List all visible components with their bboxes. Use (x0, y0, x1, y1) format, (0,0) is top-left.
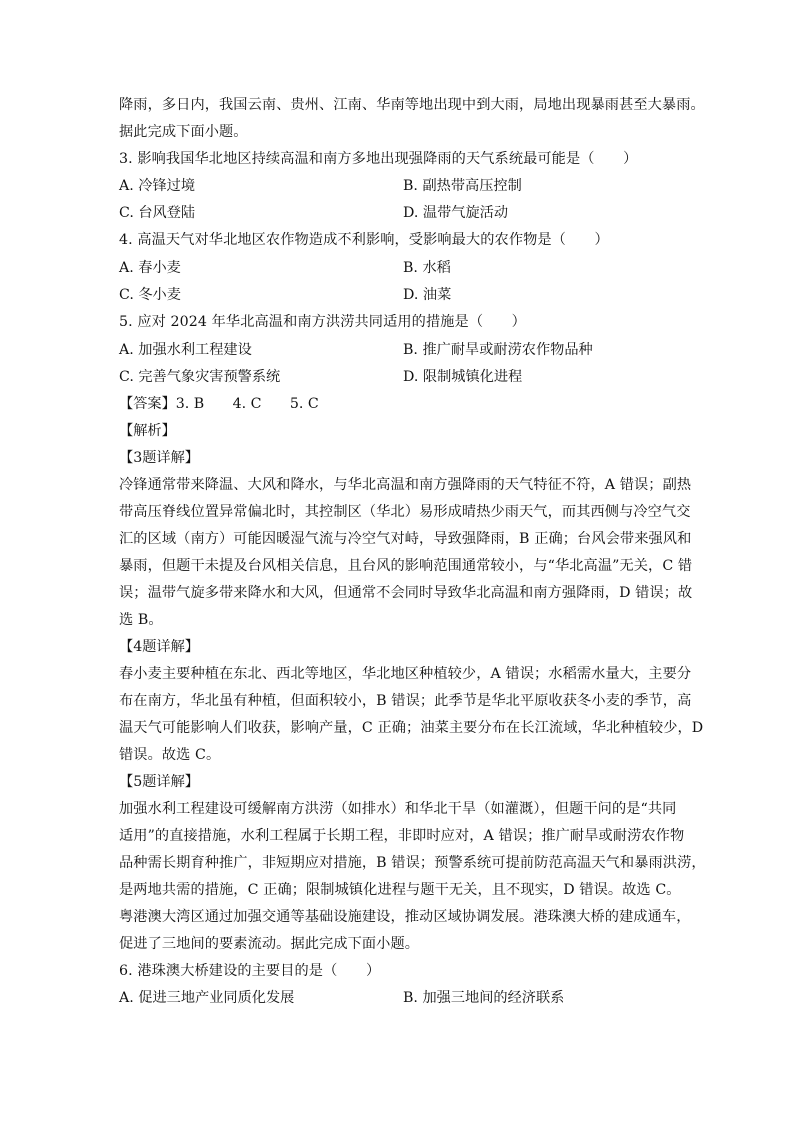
q3-option-d: D. 温带气旋活动 (403, 205, 509, 221)
detail-4-line: 春小麦主要种植在东北、西北等地区，华北地区种植较少，A 错误；水稻需水量大，主要分 (119, 666, 692, 682)
detail-3-line: 暴雨，但题干未提及台风相关信息，且台风的影响范围通常较小，与“华北高温”无关，C 错 (119, 558, 693, 574)
q4-option-d: D. 油菜 (403, 287, 452, 303)
question-3-stem: 3. 影响我国华北地区持续高温和南方多地出现强降雨的天气系统最可能是（ ） (119, 151, 638, 167)
detail-5-line: 适用”的直接措施，水利工程属于长期工程，非即时应对，A 错误；推广耐旱或耐涝农作物 (119, 828, 685, 844)
intro2-line-2: 促进了三地间的要素流动。据此完成下面小题。 (119, 936, 420, 952)
detail-4-title: 【4题详解】 (119, 639, 199, 655)
intro-line-1: 降雨，多日内，我国云南、贵州、江南、华南等地出现中到大雨，局地出现暴雨甚至大暴雨。 (119, 97, 705, 113)
q5-option-a: A. 加强水利工程建设 (119, 342, 252, 358)
q5-option-b: B. 推广耐旱或耐涝农作物品种 (403, 342, 593, 358)
detail-3-line: 带高压脊线位置异常偏北时，其控制区（华北）易形成晴热少雨天气，而其西侧与冷空气交 (119, 504, 691, 520)
analysis-label: 【解析】 (119, 423, 176, 439)
detail-3-line: 冷锋通常带来降温、大风和降水，与华北高温和南方强降雨的天气特征不符，A 错误；副热 (119, 477, 692, 493)
q5-option-c: C. 完善气象灾害预警系统 (119, 369, 281, 385)
q6-option-a: A. 促进三地产业同质化发展 (119, 990, 295, 1006)
detail-3-line: 选 B。 (119, 612, 163, 628)
intro2-line-1: 粤港澳大湾区通过加强交通等基础设施建设，推动区域协调发展。港珠澳大桥的建成通车， (119, 909, 691, 925)
q4-option-a: A. 春小麦 (119, 260, 181, 276)
detail-4-line: 布在南方，华北虽有种植，但面积较小，B 错误；此季节是华北平原收获冬小麦的季节，高 (119, 693, 692, 709)
q5-option-d: D. 限制城镇化进程 (403, 369, 523, 385)
q3-option-b: B. 副热带高压控制 (403, 178, 522, 194)
question-5-stem: 5. 应对 2024 年华北高温和南方洪涝共同适用的措施是（ ） (119, 314, 526, 330)
answer-line: 【答案】3. B 4. C 5. C (119, 396, 319, 412)
detail-5-line: 品种需长期育种推广，非短期应对措施，B 错误；预警系统可提前防范高温天气和暴雨洪涝， (119, 855, 706, 871)
detail-3-line: 汇的区域（南方）可能因暖湿气流与冷空气对峙，导致强降雨，B 正确；台风会带来强风和 (119, 531, 692, 547)
q3-option-c: C. 台风登陆 (119, 205, 196, 221)
question-4-stem: 4. 高温天气对华北地区农作物造成不利影响，受影响最大的农作物是（ ） (119, 232, 609, 248)
detail-5-line: 加强水利工程建设可缓解南方洪涝（如排水）和华北干旱（如灌溉），但题干问的是“共同 (119, 801, 677, 817)
detail-4-line: 温天气可能影响人们收获，影响产量，C 正确；油菜主要分布在长江流域，华北种植较少，D (119, 720, 704, 736)
detail-5-line: 是两地共需的措施，C 正确；限制城镇化进程与题干无关，且不现实，D 错误。故选 C。 (119, 882, 681, 898)
q4-option-c: C. 冬小麦 (119, 287, 181, 303)
q4-option-b: B. 水稻 (403, 260, 451, 276)
intro-line-2: 据此完成下面小题。 (119, 124, 248, 140)
q3-option-a: A. 冷锋过境 (119, 178, 196, 194)
detail-3-title: 【3题详解】 (119, 450, 199, 466)
detail-5-title: 【5题详解】 (119, 774, 199, 790)
q6-option-b: B. 加强三地间的经济联系 (403, 990, 565, 1006)
question-6-stem: 6. 港珠澳大桥建设的主要目的是（ ） (119, 963, 381, 979)
detail-4-line: 错误。故选 C。 (119, 747, 221, 763)
detail-3-line: 误；温带气旋多带来降水和大风，但通常不会同时导致华北高温和南方强降雨，D 错误；故 (119, 585, 693, 601)
